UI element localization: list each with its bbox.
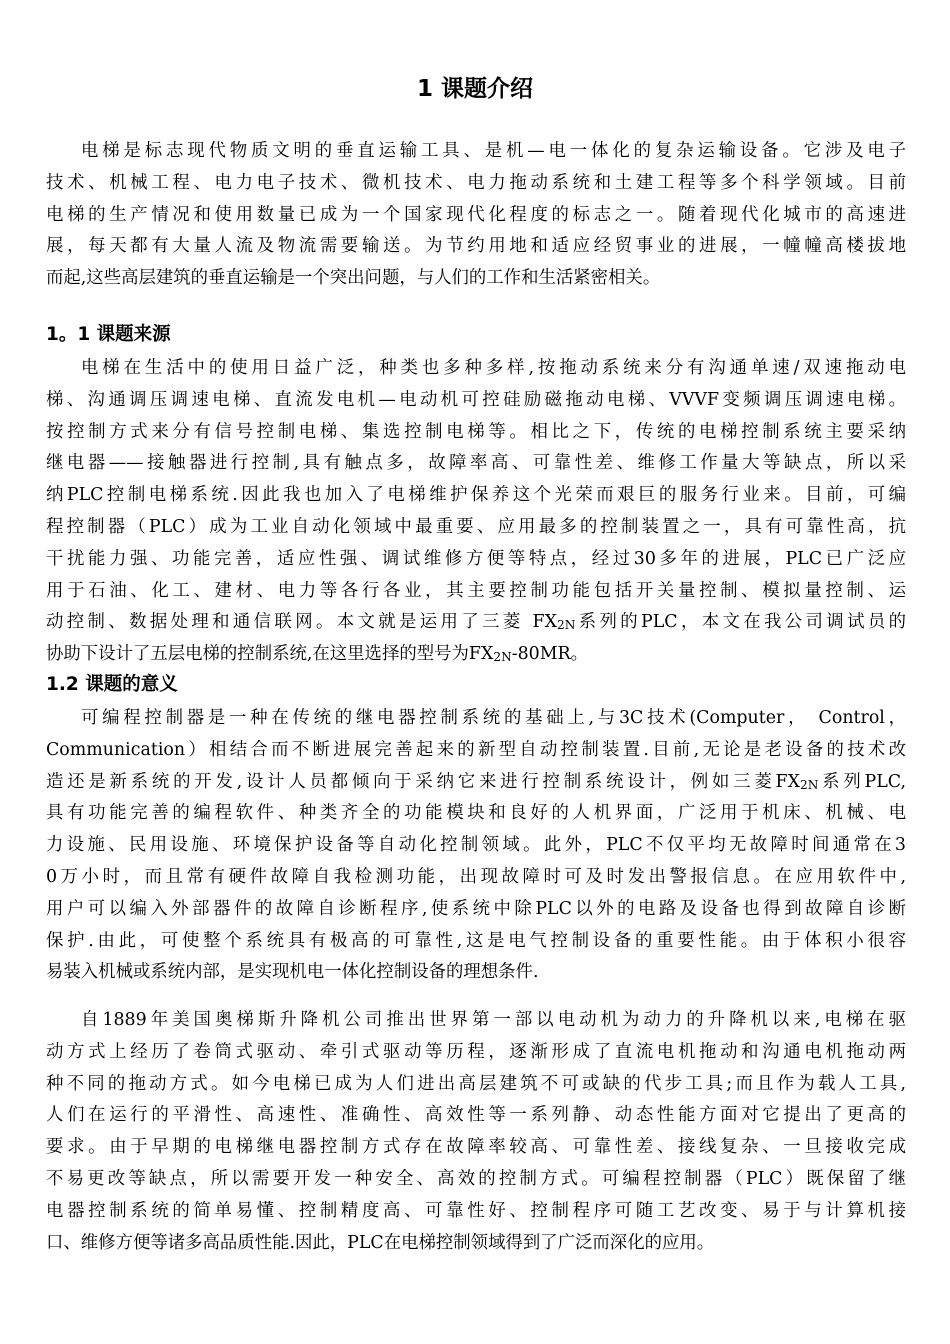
text-line: 种不同的拖动方式。如今电梯已成为人们进出高层建筑不可或缺的代步工具;而且作为载人工具, xyxy=(46,1073,906,1094)
text-line: 口、维修方便等诸多高品质性能.因此，PLC在电梯控制领域得到了广泛而深化的应用。 xyxy=(46,1232,715,1253)
page-title: 1 课题介绍 xyxy=(416,76,533,102)
text-segment: 协助下设计了五层电梯的控制系统,在这里选择的型号为FX xyxy=(46,644,494,665)
section-1-2-paragraph-2 xyxy=(46,1005,906,1259)
text-line: 0万小时，而且常有硬件故障自我检测功能，出现故障时可及时发出警报信息。在应用软件中, xyxy=(46,866,906,887)
text-line: 梯、沟通调压调速电梯、直流发电机—电动机可控硅励磁拖动电梯、VVVF变频调压调速电梯。 xyxy=(46,389,906,410)
intro-paragraph xyxy=(46,136,906,295)
text-line: 用户可以编入外部器件的故障自诊断程序,使系统中除PLC以外的电路及设备也得到故障自诊断 xyxy=(46,898,906,919)
text-line: 干扰能力强、功能完善，适应性强、调试维修方便等特点，经过30多年的进展，PLC已广泛应 xyxy=(46,548,906,569)
text-line: 要求。由于早期的电梯继电器控制方式存在故障率较高、可靠性差、接线复杂、一旦接收完成 xyxy=(46,1137,906,1158)
text-line: 继电器——接触器进行控制,具有触点多，故障率高、可靠性差、维修工作量大等缺点，所以采 xyxy=(46,453,906,474)
text-line: 而起,这些高层建筑的垂直运输是一个突出问题，与人们的工作和生活紧密相关。 xyxy=(46,268,661,289)
text-line: 保护.由此，可使整个系统具有极高的可靠性,这是电气控制设备的重要性能。由于体积小很容 xyxy=(46,930,906,951)
text-line: 电梯在生活中的使用日益广泛，种类也多种多样,按拖动系统来分有沟通单速/双速拖动电 xyxy=(81,358,906,378)
text-line: 不易更改等缺点，所以需要开发一种安全、高效的控制方式。可编程控制器（PLC）既保留了继 xyxy=(46,1168,906,1189)
text-segment: 系列的PLC，本文在我公司调试员的 xyxy=(575,612,906,633)
text-line: 技术、机械工程、电力电子技术、微机技术、电力拖动系统和土建工程等多个科学领域。目前 xyxy=(46,172,906,193)
subscript: 2N xyxy=(800,777,819,792)
section-heading-1-1: 1。1 课题来源 xyxy=(46,324,171,345)
text-line: 电器控制系统的简单易懂、控制精度高、可靠性好、控制程序可随工艺改变、易于与计算机接 xyxy=(46,1200,906,1221)
section-heading-1-2: 1.2 课题的意义 xyxy=(46,674,178,695)
text-line: 动方式上经历了卷筒式驱动、牵引式驱动等历程，逐渐形成了直流电机拖动和沟通电机拖动两 xyxy=(46,1041,906,1062)
text-line: 易装入机械或系统内部，是实现机电一体化控制设备的理想条件. xyxy=(46,962,539,983)
text-line: 按控制方式来分有信号控制电梯、集选控制电梯等。相比之下，传统的电梯控制系统主要采纳 xyxy=(46,421,906,442)
text-line: 电梯的生产情况和使用数量已成为一个国家现代化程度的标志之一。随着现代化城市的高速进 xyxy=(46,204,906,225)
section-1-2-paragraph-1 xyxy=(46,703,906,989)
text-line: Communication）相结合而不断进展完善起来的新型自动控制装置.目前,无论是老设备的技术改 xyxy=(46,739,906,760)
text-line: 用于石油、化工、建材、电力等各行各业，其主要控制功能包括开关量控制、模拟量控制、运 xyxy=(46,580,906,601)
text-line: 可编程控制器是一种在传统的继电器控制系统的基础上,与3C技术(Computer， Control， xyxy=(81,708,906,728)
text-segment: -80MR。 xyxy=(511,644,589,665)
section-1-1-paragraph xyxy=(46,353,906,671)
text-line: 力设施、民用设施、环境保护设备等自动化控制领域。此外，PLC不仅平均无故障时间通常在3 xyxy=(46,835,906,856)
text-line: 具有功能完善的编程软件、种类齐全的功能模块和良好的人机界面，广泛用于机床、机械、电 xyxy=(46,803,906,824)
text-line xyxy=(46,607,906,639)
text-line: 程控制器（PLC）成为工业自动化领域中最重要、应用最多的控制装置之一，具有可靠性高，抗 xyxy=(46,516,906,537)
subscript: 2N xyxy=(493,649,512,664)
subscript: 2N xyxy=(556,618,576,633)
text-segment: 系列PLC, xyxy=(818,771,906,792)
text-line: 人们在运行的平滑性、高速性、准确性、高效性等一系列静、动态性能方面对它提出了更高的 xyxy=(46,1105,906,1126)
text-segment: 动控制、数据处理和通信联网。本文就是运用了三菱 FX xyxy=(46,612,557,633)
text-line xyxy=(46,639,906,671)
text-segment: 造还是新系统的开发,设计人员都倾向于采纳它来进行控制系统设计，例如三菱FX xyxy=(46,771,800,792)
text-line: 电梯是标志现代物质文明的垂直运输工具、是机—电一体化的复杂运输设备。它涉及电子 xyxy=(81,141,906,161)
text-line: 纳PLC控制电梯系统.因此我也加入了电梯维护保养这个光荣而艰巨的服务行业来。目前，可编 xyxy=(46,485,906,506)
text-line: 展，每天都有大量人流及物流需要输送。为节约用地和适应经贸事业的进展，一幢幢高楼拔地 xyxy=(46,236,906,257)
text-line xyxy=(46,767,906,799)
text-line: 自1889年美国奥梯斯升降机公司推出世界第一部以电动机为动力的升降机以来,电梯在驱 xyxy=(81,1010,906,1030)
